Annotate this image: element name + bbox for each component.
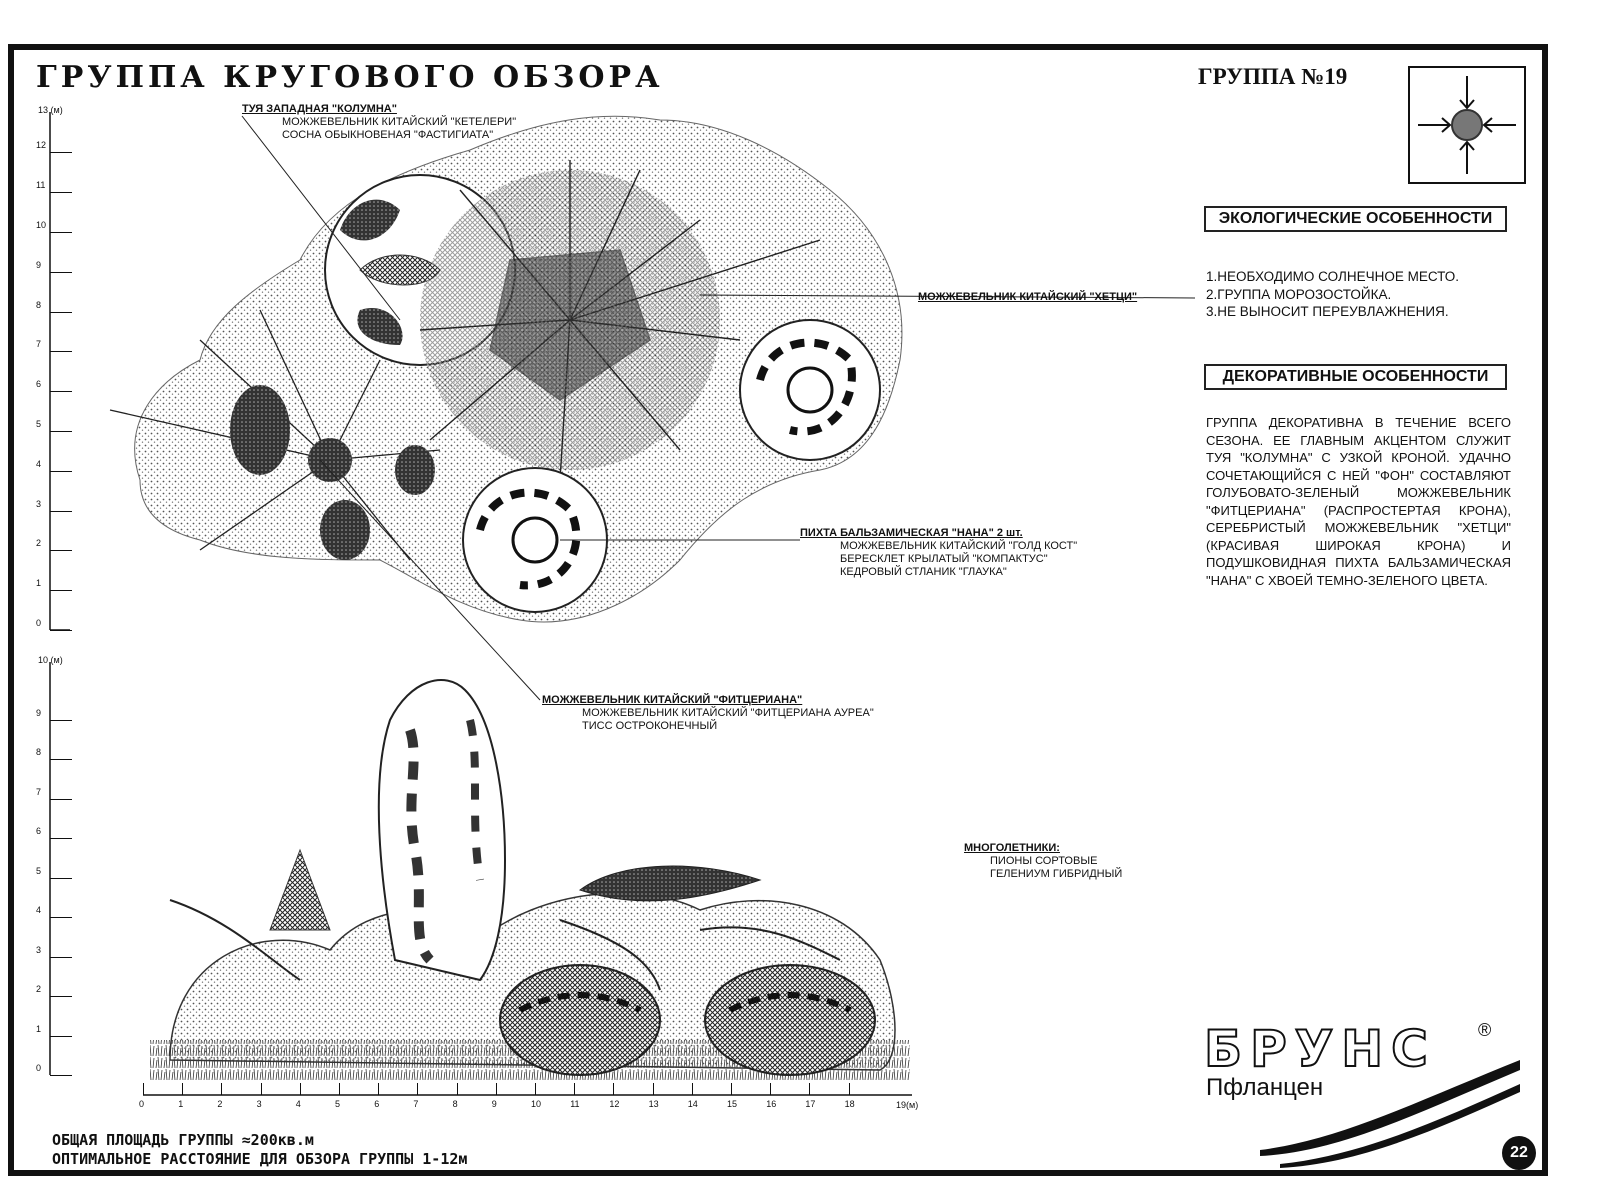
elevation-scale-tick-label: 0 xyxy=(36,1063,42,1073)
label-thuja: ТУЯ ЗАПАДНАЯ "КОЛУМНА" МОЖЖЕВЕЛЬНИК КИТАЙСКИЙ "КЕТЕЛЕРИ" СОСНА ОБЫКНОВЕНАЯ "ФАСТИГИАТА" xyxy=(242,103,517,141)
decorative-heading: ДЕКОРАТИВНЫЕ ОСОБЕННОСТИ xyxy=(1204,364,1507,390)
horizontal-scale-tick xyxy=(731,1083,732,1095)
plan-scale-tick-label: 10 xyxy=(36,220,47,230)
elevation-scale-tick xyxy=(50,1036,72,1037)
plan-scale-tick xyxy=(50,471,72,472)
horizontal-scale-tick xyxy=(182,1083,183,1095)
footer-area: ОБЩАЯ ПЛОЩАДЬ ГРУППЫ ≈200кв.м xyxy=(52,1131,314,1149)
elevation-scale-tick xyxy=(50,838,72,839)
plan-scale-tick-label: 6 xyxy=(36,379,42,390)
plan-scale-tick-label: 7 xyxy=(36,339,42,350)
elevation-scale-tick-label: 6 xyxy=(36,826,42,836)
brand-swoosh-icon xyxy=(1250,1060,1530,1170)
ecology-item: 3.НЕ ВЫНОСИТ ПЕРЕУВЛАЖНЕНИЯ. xyxy=(1206,304,1449,319)
horizontal-scale-tick xyxy=(457,1083,458,1095)
plan-scale-tick-label: 8 xyxy=(36,299,42,310)
plan-scale-tick xyxy=(50,232,72,233)
elevation-scale-tick xyxy=(50,1075,72,1076)
plan-scale-tick xyxy=(50,590,72,591)
footer-distance: ОПТИМАЛЬНОЕ РАССТОЯНИЕ ДЛЯ ОБЗОРА ГРУППЫ 1-12м xyxy=(52,1150,468,1168)
horizontal-scale-tick xyxy=(339,1083,340,1095)
plan-scale-tick-label: 4 xyxy=(36,458,42,469)
plan-scale-tick xyxy=(50,351,72,352)
horizontal-scale-tick xyxy=(809,1083,810,1095)
horizontal-scale-tick-label: 18 xyxy=(844,1099,855,1109)
elevation-scale-tick xyxy=(50,759,72,760)
horizontal-scale-tick-label: 17 xyxy=(805,1099,816,1109)
plan-scale-tick xyxy=(50,511,72,512)
horizontal-scale-tick xyxy=(692,1083,693,1095)
plan-scale-unit: 13 (м) xyxy=(38,105,63,115)
brand-registered-mark: ® xyxy=(1478,1020,1492,1040)
label-abies: ПИХТА БАЛЬЗАМИЧЕСКАЯ "НАНА" 2 шт. МОЖЖЕВЕЛЬНИК КИТАЙСКИЙ "ГОЛД КОСТ" БЕРЕСКЛЕТ КРЫЛАТЫЙ "КОМПАКТУС" КЕДРОВЫЙ СТЛАНИК "ГЛАУКА" xyxy=(800,527,1078,578)
horizontal-scale-tick xyxy=(221,1083,222,1095)
horizontal-scale-tick-label: 13 xyxy=(648,1099,659,1109)
plan-scale-tick xyxy=(50,391,72,392)
plan-scale-tick xyxy=(50,630,72,631)
elevation-scale-tick-label: 2 xyxy=(36,984,42,994)
thuja-elevation xyxy=(379,680,505,980)
plan-scale-tick-label: 3 xyxy=(36,498,42,509)
plan-scale-tick-label: 5 xyxy=(36,419,42,429)
plan-scale-tick xyxy=(50,550,72,551)
horizontal-scale-tick xyxy=(653,1083,654,1095)
horizontal-scale-tick xyxy=(613,1083,614,1095)
horizontal-scale-tick xyxy=(143,1083,144,1095)
label-pfitzer: МОЖЖЕВЕЛЬНИК КИТАЙСКИЙ "ФИТЦЕРИАНА" МОЖЖЕВЕЛЬНИК КИТАЙСКИЙ "ФИТЦЕРИАНА АУРЕА" ТИСС ОСТРОКОНЕЧНЫЙ xyxy=(542,694,874,732)
horizontal-scale-tick xyxy=(261,1083,262,1095)
brand-subtitle: Пфланцен xyxy=(1206,1074,1324,1101)
ecology-heading: ЭКОЛОГИЧЕСКИЕ ОСОБЕННОСТИ xyxy=(1204,206,1507,232)
label-perennials: МНОГОЛЕТНИКИ: ПИОНЫ СОРТОВЫЕ ГЕЛЕНИУМ ГИБРИДНЫЙ xyxy=(964,842,1123,880)
plan-scale-tick xyxy=(50,192,72,193)
ecology-item: 1.НЕОБХОДИМО СОЛНЕЧНОЕ МЕСТО. xyxy=(1206,269,1460,284)
horizontal-scale-tick-label: 2 xyxy=(217,1099,223,1109)
plan-scale-tick-label: 2 xyxy=(36,538,42,549)
horizontal-scale-tick-label: 5 xyxy=(335,1099,341,1109)
horizontal-scale-tick xyxy=(535,1083,536,1095)
horizontal-scale-tick xyxy=(378,1083,379,1095)
plan-scale-tick-label: 11 xyxy=(36,180,46,191)
horizontal-scale-end: 19(м) xyxy=(896,1100,919,1110)
horizontal-scale-tick-label: 1 xyxy=(178,1099,184,1109)
elevation-scale-tick xyxy=(50,917,72,918)
plan-scale-tick-label: 9 xyxy=(36,259,42,270)
horizontal-scale-tick xyxy=(496,1083,497,1095)
plan-scale-tick-label: 12 xyxy=(36,140,47,151)
horizontal-scale-tick-label: 16 xyxy=(766,1099,777,1109)
horizontal-scale-tick xyxy=(417,1083,418,1095)
horizontal-scale-tick-label: 4 xyxy=(295,1099,301,1109)
page-title: ГРУППА КРУГОВОГО ОБЗОРА xyxy=(36,60,664,95)
horizontal-scale-tick-label: 11 xyxy=(570,1099,580,1109)
horizontal-scale-tick xyxy=(574,1083,575,1095)
horizontal-scale-tick-label: 3 xyxy=(256,1099,262,1109)
horizontal-scale-tick-label: 0 xyxy=(139,1099,145,1109)
plan-scale-tick xyxy=(50,272,72,273)
elevation-view xyxy=(150,680,910,1080)
elevation-scale-tick-label: 7 xyxy=(36,786,42,797)
horizontal-scale-tick-label: 10 xyxy=(531,1099,542,1109)
horizontal-scale-tick-label: 8 xyxy=(452,1099,458,1109)
plan-scale-tick xyxy=(50,312,72,313)
horizontal-scale-tick-label: 6 xyxy=(374,1099,380,1109)
horizontal-scale-tick-label: 15 xyxy=(727,1099,738,1109)
elevation-scale-tick xyxy=(50,996,72,997)
elevation-scale-tick xyxy=(50,878,72,879)
plan-view xyxy=(110,116,1195,700)
horizontal-scale-tick xyxy=(300,1083,301,1095)
decorative-text: ГРУППА ДЕКОРАТИВНА В ТЕЧЕНИЕ ВСЕГО СЕЗОНА. ЕЕ ГЛАВНЫМ АКЦЕНТОМ СЛУЖИТ ТУЯ "КОЛУМНА" С УЗКОЙ КРОНОЙ. УДАЧНО СОЧЕТАЮЩИЙСЯ С НЕЙ "ФОН" СОСТАВЛЯЮТ ГОЛУБОВАТО-ЗЕЛЕНЫЙ МОЖЖЕВЕЛЬНИК "ФИТЦЕРИАНА" (РАСПРОСТЕРТАЯ КРОНА), СЕРЕБРИСТЫЙ МОЖЖЕВЕЛЬНИК "ХЕТЦИ" (КРАСИВАЯ ШИРОКАЯ КРОНА) И ПОДУШКОВИДНАЯ ПИХТА БАЛЬЗАМИЧЕСКАЯ "НАНА" С ХВОЕЙ ТЕМНО-ЗЕЛЕНОГО ЦВЕТА. xyxy=(1206,415,1511,588)
elevation-scale-tick xyxy=(50,957,72,958)
plan-scale xyxy=(50,112,70,630)
horizontal-scale-tick-label: 14 xyxy=(687,1099,698,1109)
page-number-badge: 22 xyxy=(1502,1136,1536,1170)
horizontal-scale-tick-label: 7 xyxy=(413,1099,419,1109)
plan-scale-tick-label: 0 xyxy=(36,618,42,628)
horizontal-scale-tick xyxy=(770,1083,771,1095)
elevation-scale-tick-label: 5 xyxy=(36,865,42,876)
elevation-scale-tick-label: 4 xyxy=(36,905,42,915)
elevation-scale-tick-label: 8 xyxy=(36,747,42,757)
elevation-scale-tick-label: 1 xyxy=(36,1023,42,1034)
elevation-scale-tick xyxy=(50,799,72,800)
horizontal-scale-tick xyxy=(849,1083,850,1095)
elevation-scale-tick xyxy=(50,720,72,721)
elevation-scale-tick-label: 9 xyxy=(36,707,42,718)
horizontal-scale-tick-label: 9 xyxy=(491,1099,497,1109)
ecology-item: 2.ГРУППА МОРОЗОСТОЙКА. xyxy=(1206,286,1392,302)
plan-scale-tick-label: 1 xyxy=(36,578,42,589)
group-number: ГРУППА №19 xyxy=(1198,64,1348,89)
abies-plan-right xyxy=(740,320,880,460)
label-hetzi: МОЖЖЕВЕЛЬНИК КИТАЙСКИЙ "ХЕТЦИ" xyxy=(918,291,1138,303)
horizontal-scale-tick-label: 12 xyxy=(609,1099,620,1109)
elevation-scale-tick-label: 3 xyxy=(36,944,42,955)
elevation-scale-unit: 10 (м) xyxy=(38,655,63,665)
brand-logo: БРУНС xyxy=(1204,1020,1436,1078)
plan-scale-tick xyxy=(50,152,72,153)
plan-scale-tick xyxy=(50,431,72,432)
